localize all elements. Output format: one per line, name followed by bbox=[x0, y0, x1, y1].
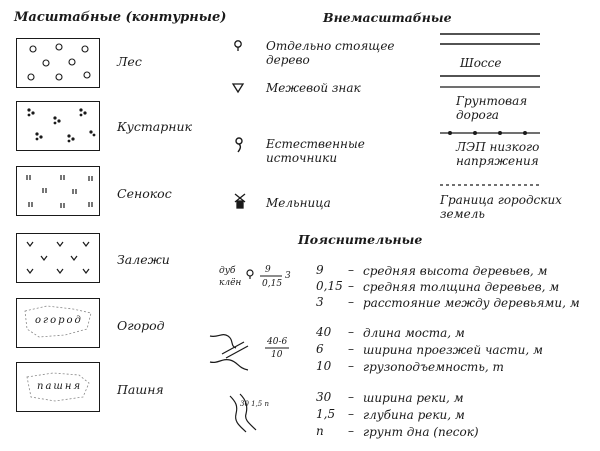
shrub-pattern bbox=[17, 102, 99, 150]
highway-line-bottom bbox=[440, 73, 540, 79]
forest-tree-icon bbox=[244, 268, 256, 280]
river-row-text: ширина реки, м bbox=[363, 391, 464, 405]
bridge-row-text: грузоподъемность, т bbox=[363, 360, 504, 374]
garden-word: огород bbox=[35, 315, 83, 326]
forest-row-text: средняя высота деревьев, м bbox=[363, 264, 548, 278]
forest-row-text: расстояние между деревьями, м bbox=[363, 296, 580, 310]
nonscale-header: Внемасштабные bbox=[323, 10, 452, 25]
hayfield-pattern bbox=[17, 167, 99, 215]
bridge-symbol-bottom: 10 bbox=[271, 350, 283, 360]
hayfield-label: Сенокос bbox=[117, 186, 172, 201]
tree-icon bbox=[231, 38, 245, 52]
highway-line bbox=[440, 28, 540, 58]
forest-species-top: дуб bbox=[219, 266, 236, 276]
bridge-symbol-top: 40-6 bbox=[267, 337, 288, 347]
garden-label: Огород bbox=[117, 318, 165, 333]
river-symbol-label: 30 1,5 п bbox=[240, 400, 269, 408]
arable-word: пашня bbox=[37, 381, 83, 392]
forest-row-text: средняя толщина деревьев, м bbox=[363, 280, 560, 294]
tree-label: Отдельно стоящее дерево bbox=[266, 39, 395, 67]
shrub-label: Кустарник bbox=[117, 119, 192, 134]
bridge-row-text: длина моста, м bbox=[363, 326, 465, 340]
bridge-row-dash: – bbox=[348, 359, 354, 373]
explanatory-header: Пояснительные bbox=[298, 232, 423, 247]
forest-pattern bbox=[17, 39, 99, 87]
city-boundary-label: Граница городских земель bbox=[440, 193, 562, 221]
forest-label: Лес bbox=[117, 54, 142, 69]
power-line-label: ЛЭП низкого напряжения bbox=[456, 140, 540, 168]
spring-label: Естественные источники bbox=[266, 137, 365, 165]
forest-height-value: 9 bbox=[265, 265, 271, 275]
river-row-value: 1,5 bbox=[316, 407, 336, 421]
garden-box bbox=[16, 298, 100, 348]
forest-row-value: 9 bbox=[316, 263, 324, 277]
scale-header: Масштабные (контурные) bbox=[14, 10, 227, 25]
river-row-value: 30 bbox=[316, 390, 332, 404]
shrub-box bbox=[16, 101, 100, 151]
river-row-dash: – bbox=[348, 407, 354, 421]
windmill-icon bbox=[232, 192, 248, 210]
bridge-row-value: 6 bbox=[316, 342, 324, 356]
hayfield-box bbox=[16, 166, 100, 216]
river-row-text: глубина реки, м bbox=[363, 408, 465, 422]
bridge-symbol bbox=[208, 328, 258, 372]
river-symbol bbox=[228, 392, 268, 434]
forest-row-dash: – bbox=[348, 295, 354, 309]
bridge-row-text: ширина проезжей части, м bbox=[363, 343, 543, 357]
city-boundary-line bbox=[440, 182, 540, 188]
arable-box bbox=[16, 362, 100, 412]
forest-spacing-value: 3 bbox=[285, 271, 291, 281]
forest-thickness-value: 0,15 bbox=[262, 279, 283, 289]
river-row-dash: – bbox=[348, 424, 354, 438]
fallow-pattern bbox=[17, 234, 99, 282]
bridge-row-dash: – bbox=[348, 325, 354, 339]
forest-row-value: 0,15 bbox=[316, 279, 343, 293]
power-line bbox=[440, 129, 540, 137]
river-row-value: п bbox=[316, 424, 324, 438]
forest-row-value: 3 bbox=[316, 295, 324, 309]
fallow-label: Залежи bbox=[117, 252, 170, 267]
dirt-road-line bbox=[440, 84, 540, 90]
fallow-box bbox=[16, 233, 100, 283]
forest-box bbox=[16, 38, 100, 88]
river-row-dash: – bbox=[348, 390, 354, 404]
forest-row-dash: – bbox=[348, 279, 354, 293]
bridge-row-value: 10 bbox=[316, 359, 332, 373]
forest-row-dash: – bbox=[348, 263, 354, 277]
dirt-road-label: Грунтовая дорога bbox=[456, 94, 528, 122]
windmill-label: Мельница bbox=[266, 196, 331, 210]
arable-label: Пашня bbox=[117, 382, 164, 397]
boundary-marker-icon bbox=[231, 82, 245, 94]
river-row-text: грунт дна (песок) bbox=[363, 425, 479, 439]
highway-label: Шоссе bbox=[460, 56, 502, 70]
bridge-row-dash: – bbox=[348, 342, 354, 356]
bridge-row-value: 40 bbox=[316, 325, 332, 339]
forest-species-bottom: клён bbox=[219, 278, 242, 288]
boundary-label: Межевой знак bbox=[266, 81, 361, 95]
spring-icon bbox=[233, 136, 247, 154]
